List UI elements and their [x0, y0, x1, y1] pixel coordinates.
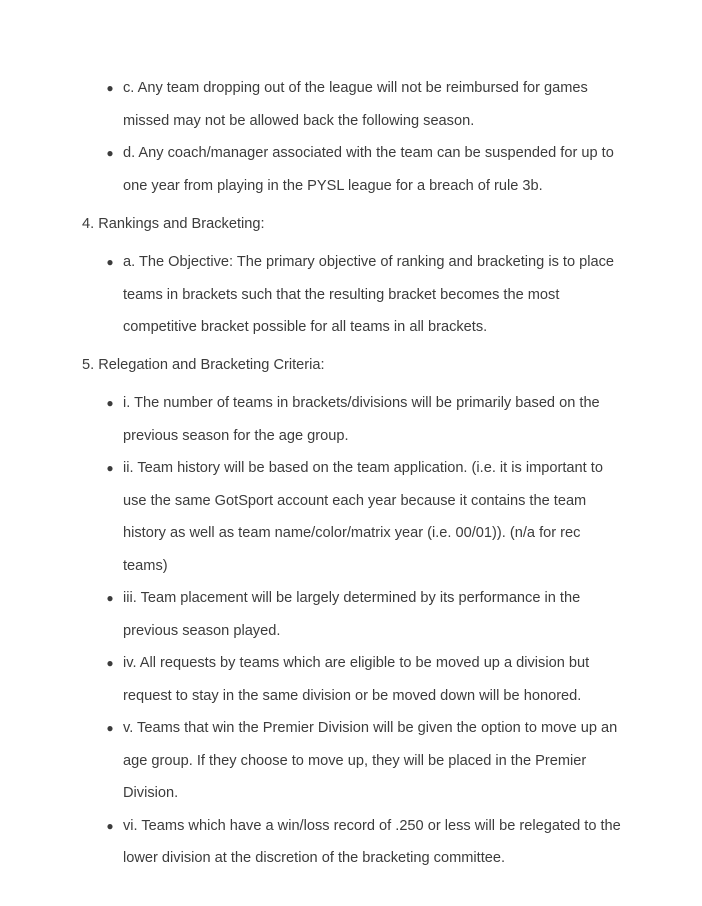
section-heading-relegation: 5. Relegation and Bracketing Criteria: [82, 357, 325, 373]
list-item [82, 712, 623, 810]
bullet-icon: ● [106, 656, 114, 670]
section-heading-rankings: 4. Rankings and Bracketing: [82, 216, 265, 232]
bullet-icon: ● [106, 721, 114, 735]
list-item [82, 387, 623, 452]
bullet-list-section-5 [0, 387, 623, 875]
list-item [82, 647, 623, 712]
bullet-icon: ● [106, 255, 114, 269]
bullet-icon: ● [106, 396, 114, 410]
bullet-list-rule-3 [0, 72, 623, 202]
list-item-text: iii. Team placement will be largely determined by its performance in the previous season played. [123, 590, 581, 639]
bullet-icon: ● [106, 591, 114, 605]
list-item-text: v. Teams that win the Premier Division will be given the option to move up an age group. If they choose to move up, they will be placed in the Premier Division. [123, 720, 618, 801]
list-item-text: d. Any coach/manager associated with the team can be suspended for up to one year from playing in the PYSL league for a breach of rule 3b. [123, 145, 614, 194]
list-item [82, 582, 623, 647]
list-item [82, 452, 623, 582]
list-item [82, 137, 623, 202]
bullet-icon: ● [106, 81, 114, 95]
list-item-text: iv. All requests by teams which are eligible to be moved up a division but request to stay in the same division or be moved down will be honored. [123, 655, 590, 704]
list-item [82, 246, 623, 344]
bullet-icon: ● [106, 461, 114, 475]
list-item [82, 810, 623, 875]
list-item-text: ii. Team history will be based on the team application. (i.e. it is important to use the same GotSport account each year because it contains the team history as well as team name/color/matrix year (i.e. 00/01)). (n/a for rec teams) [123, 460, 603, 574]
list-item-text: i. The number of teams in brackets/divisions will be primarily based on the previous season for the age group. [123, 395, 600, 444]
bullet-list-section-4 [0, 246, 623, 344]
list-item-text: c. Any team dropping out of the league will not be reimbursed for games missed may not be allowed back the following season. [123, 80, 588, 129]
list-item [82, 72, 623, 137]
list-item-text: a. The Objective: The primary objective of ranking and bracketing is to place teams in brackets such that the resulting bracket becomes the most competitive bracket possible for all teams in all brackets. [123, 254, 615, 335]
list-item-text: vi. Teams which have a win/loss record of .250 or less will be relegated to the lower division at the discretion of the bracketing committee. [123, 817, 621, 866]
bullet-icon: ● [106, 818, 114, 833]
bullet-icon: ● [106, 146, 114, 160]
